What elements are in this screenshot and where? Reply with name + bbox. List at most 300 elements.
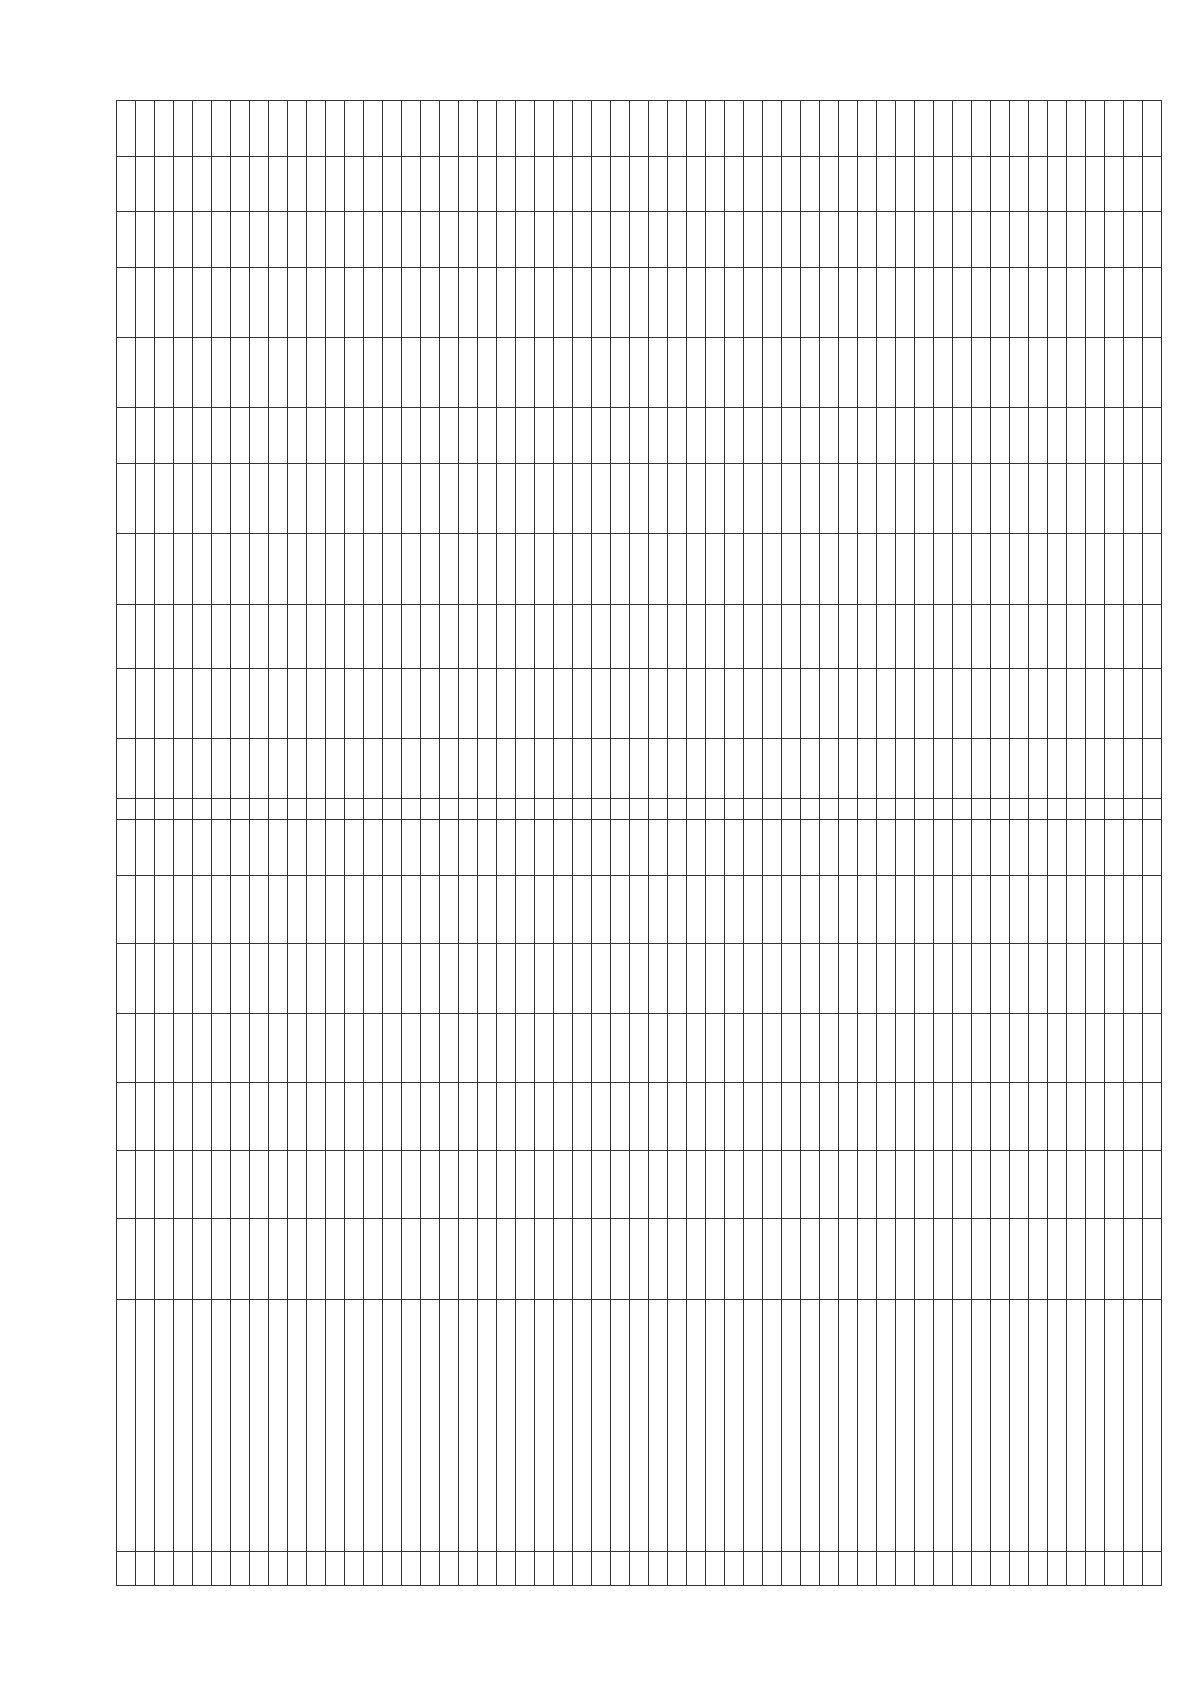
value-cell (288, 798, 307, 819)
value-cell (953, 534, 972, 604)
value-cell (630, 798, 649, 819)
value-cell (782, 408, 801, 463)
value-cell (630, 101, 649, 157)
value-cell (858, 408, 877, 463)
value-cell (136, 1014, 155, 1082)
value-cell (744, 875, 763, 943)
value-cell (972, 943, 991, 1013)
value-cell (687, 820, 706, 875)
value-cell (630, 408, 649, 463)
value-cell (953, 820, 972, 875)
value-cell (573, 668, 592, 738)
value-cell (174, 408, 193, 463)
value-cell (364, 604, 383, 668)
row-number-cell (478, 1551, 497, 1585)
value-cell (1048, 820, 1067, 875)
value-cell (440, 1219, 459, 1300)
value-cell (706, 739, 725, 799)
value-cell (725, 943, 744, 1013)
value-cell (1048, 212, 1067, 267)
value-cell (687, 267, 706, 337)
value-cell (1067, 798, 1086, 819)
value-cell (1143, 212, 1162, 267)
value-cell (1086, 463, 1105, 533)
table-row (915, 101, 934, 1586)
value-cell (1124, 156, 1143, 211)
table-row (744, 101, 763, 1586)
value-cell (896, 1082, 915, 1150)
address-cell (1124, 1300, 1143, 1552)
value-cell (421, 1150, 440, 1218)
value-cell (535, 739, 554, 799)
value-cell (858, 1150, 877, 1218)
value-cell (782, 668, 801, 738)
value-cell (212, 337, 231, 407)
value-cell (478, 267, 497, 337)
address-cell (706, 1300, 725, 1552)
value-cell (592, 1219, 611, 1300)
table-row (554, 101, 573, 1586)
row-number-cell (1086, 1551, 1105, 1585)
value-cell (744, 668, 763, 738)
value-cell (801, 739, 820, 799)
value-cell (345, 668, 364, 738)
value-cell (326, 101, 345, 157)
table-row (288, 101, 307, 1586)
value-cell (592, 604, 611, 668)
value-cell (858, 1219, 877, 1300)
address-cell (782, 1300, 801, 1552)
value-cell (991, 739, 1010, 799)
value-cell (117, 267, 136, 337)
address-cell (801, 1300, 820, 1552)
value-cell (307, 534, 326, 604)
row-number-cell (972, 1551, 991, 1585)
table-row (212, 101, 231, 1586)
value-cell (744, 739, 763, 799)
value-cell (174, 739, 193, 799)
value-cell (782, 156, 801, 211)
value-cell (478, 875, 497, 943)
value-cell (250, 408, 269, 463)
value-cell (668, 739, 687, 799)
value-cell (402, 820, 421, 875)
value-cell (573, 408, 592, 463)
value-cell (516, 739, 535, 799)
value-cell (915, 668, 934, 738)
value-cell (440, 101, 459, 157)
row-number-cell (497, 1551, 516, 1585)
value-cell (877, 798, 896, 819)
value-cell (231, 337, 250, 407)
value-cell (269, 604, 288, 668)
value-cell (934, 534, 953, 604)
value-cell (1143, 820, 1162, 875)
value-cell (801, 1014, 820, 1082)
value-cell (1124, 212, 1143, 267)
value-cell (1124, 463, 1143, 533)
value-cell (364, 875, 383, 943)
value-cell (1048, 1014, 1067, 1082)
value-cell (497, 943, 516, 1013)
row-number-cell (459, 1551, 478, 1585)
table-row (801, 101, 820, 1586)
value-cell (1048, 668, 1067, 738)
value-cell (364, 739, 383, 799)
value-cell (459, 267, 478, 337)
address-cell (668, 1300, 687, 1552)
value-cell (934, 1082, 953, 1150)
value-cell (1086, 820, 1105, 875)
value-cell (497, 739, 516, 799)
value-cell (421, 212, 440, 267)
table-row (573, 101, 592, 1586)
value-cell (402, 101, 421, 157)
value-cell (136, 212, 155, 267)
value-cell (668, 212, 687, 267)
value-cell (763, 463, 782, 533)
value-cell (839, 943, 858, 1013)
value-cell (801, 820, 820, 875)
value-cell (953, 1014, 972, 1082)
value-cell (326, 1082, 345, 1150)
value-cell (630, 337, 649, 407)
value-cell (668, 408, 687, 463)
value-cell (649, 463, 668, 533)
value-cell (231, 820, 250, 875)
value-cell (858, 212, 877, 267)
value-cell (896, 739, 915, 799)
value-cell (592, 1150, 611, 1218)
value-cell (174, 943, 193, 1013)
row-number-cell (896, 1551, 915, 1585)
value-cell (516, 534, 535, 604)
value-cell (801, 875, 820, 943)
value-cell (630, 534, 649, 604)
address-cell (1029, 1300, 1048, 1552)
value-cell (668, 1014, 687, 1082)
address-cell (744, 1300, 763, 1552)
value-cell (554, 156, 573, 211)
value-cell (972, 1150, 991, 1218)
value-cell (630, 1014, 649, 1082)
row-number-cell (915, 1551, 934, 1585)
value-cell (402, 267, 421, 337)
value-cell (1143, 739, 1162, 799)
value-cell (250, 943, 269, 1013)
table-row (953, 101, 972, 1586)
value-cell (269, 668, 288, 738)
value-cell (1143, 668, 1162, 738)
value-cell (1048, 1082, 1067, 1150)
value-cell (934, 408, 953, 463)
value-cell (421, 739, 440, 799)
value-cell (934, 798, 953, 819)
value-cell (402, 798, 421, 819)
value-cell (934, 943, 953, 1013)
row-number-cell (364, 1551, 383, 1585)
value-cell (516, 156, 535, 211)
value-cell (516, 1014, 535, 1082)
value-cell (345, 534, 364, 604)
value-cell (839, 604, 858, 668)
address-cell (896, 1300, 915, 1552)
value-cell (307, 820, 326, 875)
row-number-cell (573, 1551, 592, 1585)
value-cell (877, 463, 896, 533)
value-cell (877, 101, 896, 157)
table-row (820, 101, 839, 1586)
value-cell (706, 1082, 725, 1150)
value-cell (326, 943, 345, 1013)
value-cell (934, 337, 953, 407)
value-cell (193, 212, 212, 267)
value-cell (231, 604, 250, 668)
value-cell (1067, 534, 1086, 604)
value-cell (858, 604, 877, 668)
value-cell (497, 337, 516, 407)
value-cell (155, 668, 174, 738)
value-cell (535, 875, 554, 943)
value-cell (877, 739, 896, 799)
value-cell (744, 101, 763, 157)
value-cell (516, 668, 535, 738)
value-cell (630, 1082, 649, 1150)
value-cell (497, 534, 516, 604)
value-cell (421, 337, 440, 407)
value-cell (155, 1082, 174, 1150)
value-cell (991, 1219, 1010, 1300)
value-cell (459, 820, 478, 875)
value-cell (193, 820, 212, 875)
value-cell (288, 1082, 307, 1150)
value-cell (250, 739, 269, 799)
value-cell (649, 1219, 668, 1300)
value-cell (782, 739, 801, 799)
value-cell (440, 337, 459, 407)
value-cell (896, 337, 915, 407)
value-cell (459, 1150, 478, 1218)
value-cell (687, 739, 706, 799)
value-cell (1048, 1150, 1067, 1218)
address-cell (1048, 1300, 1067, 1552)
value-cell (1010, 534, 1029, 604)
value-cell (934, 156, 953, 211)
value-cell (326, 739, 345, 799)
value-cell (763, 1219, 782, 1300)
value-cell (915, 212, 934, 267)
value-cell (953, 604, 972, 668)
table-row (1086, 101, 1105, 1586)
value-cell (953, 798, 972, 819)
value-cell (193, 337, 212, 407)
value-cell (231, 534, 250, 604)
value-cell (687, 101, 706, 157)
value-cell (668, 337, 687, 407)
value-cell (991, 668, 1010, 738)
value-cell (421, 604, 440, 668)
value-cell (1067, 101, 1086, 157)
value-cell (858, 668, 877, 738)
value-cell (1124, 267, 1143, 337)
value-cell (402, 1219, 421, 1300)
value-cell (915, 943, 934, 1013)
value-cell (383, 156, 402, 211)
value-cell (858, 337, 877, 407)
value-cell (1143, 1219, 1162, 1300)
value-cell (155, 463, 174, 533)
value-cell (421, 668, 440, 738)
value-cell (497, 1150, 516, 1218)
value-cell (744, 1082, 763, 1150)
address-cell (1067, 1300, 1086, 1552)
value-cell (383, 604, 402, 668)
value-cell (991, 875, 1010, 943)
value-cell (440, 408, 459, 463)
value-cell (459, 212, 478, 267)
value-cell (459, 875, 478, 943)
value-cell (1086, 101, 1105, 157)
value-cell (326, 156, 345, 211)
value-cell (288, 943, 307, 1013)
value-cell (136, 534, 155, 604)
value-cell (212, 820, 231, 875)
value-cell (307, 408, 326, 463)
address-cell (877, 1300, 896, 1552)
value-cell (991, 943, 1010, 1013)
table-row (687, 101, 706, 1586)
value-cell (801, 604, 820, 668)
row-number-cell (1143, 1551, 1162, 1585)
value-cell (630, 604, 649, 668)
address-cell (155, 1300, 174, 1552)
value-cell (820, 212, 839, 267)
value-cell (1067, 604, 1086, 668)
value-cell (136, 943, 155, 1013)
value-cell (497, 408, 516, 463)
value-cell (725, 798, 744, 819)
value-cell (573, 1219, 592, 1300)
value-cell (687, 604, 706, 668)
value-cell (896, 943, 915, 1013)
value-cell (250, 1082, 269, 1150)
value-cell (668, 1219, 687, 1300)
table-row (972, 101, 991, 1586)
value-cell (611, 1014, 630, 1082)
row-number-cell (421, 1551, 440, 1585)
value-cell (231, 668, 250, 738)
value-cell (782, 1014, 801, 1082)
table-row (1010, 101, 1029, 1586)
value-cell (212, 408, 231, 463)
value-cell (1086, 1082, 1105, 1150)
value-cell (1086, 156, 1105, 211)
value-cell (839, 267, 858, 337)
row-number-cell (174, 1551, 193, 1585)
value-cell (592, 820, 611, 875)
value-cell (744, 798, 763, 819)
value-cell (1067, 408, 1086, 463)
value-cell (820, 337, 839, 407)
value-cell (592, 1014, 611, 1082)
value-cell (915, 875, 934, 943)
value-cell (991, 1014, 1010, 1082)
value-cell (877, 875, 896, 943)
value-cell (1010, 463, 1029, 533)
value-cell (117, 408, 136, 463)
address-cell (478, 1300, 497, 1552)
value-cell (516, 1082, 535, 1150)
value-cell (193, 739, 212, 799)
value-cell (383, 875, 402, 943)
value-cell (1124, 668, 1143, 738)
value-cell (972, 463, 991, 533)
value-cell (497, 1082, 516, 1150)
value-cell (782, 1082, 801, 1150)
value-cell (687, 212, 706, 267)
value-cell (516, 943, 535, 1013)
value-cell (972, 739, 991, 799)
value-cell (345, 156, 364, 211)
value-cell (972, 408, 991, 463)
address-cell (972, 1300, 991, 1552)
value-cell (706, 534, 725, 604)
value-cell (725, 1014, 744, 1082)
value-cell (231, 1014, 250, 1082)
value-cell (668, 1150, 687, 1218)
value-cell (915, 156, 934, 211)
value-cell (592, 668, 611, 738)
value-cell (1067, 156, 1086, 211)
value-cell (288, 875, 307, 943)
value-cell (839, 1082, 858, 1150)
value-cell (839, 212, 858, 267)
value-cell (212, 463, 231, 533)
table-row (763, 101, 782, 1586)
address-cell (592, 1300, 611, 1552)
row-number-cell (991, 1551, 1010, 1585)
value-cell (421, 820, 440, 875)
value-cell (592, 463, 611, 533)
value-cell (193, 408, 212, 463)
value-cell (288, 668, 307, 738)
value-cell (1029, 408, 1048, 463)
value-cell (554, 267, 573, 337)
value-cell (364, 463, 383, 533)
value-cell (611, 408, 630, 463)
address-cell (934, 1300, 953, 1552)
address-cell (364, 1300, 383, 1552)
value-cell (497, 1014, 516, 1082)
value-cell (858, 101, 877, 157)
value-cell (744, 820, 763, 875)
value-cell (497, 267, 516, 337)
value-cell (269, 267, 288, 337)
table-row (440, 101, 459, 1586)
value-cell (288, 1014, 307, 1082)
value-cell (915, 101, 934, 157)
value-cell (1105, 739, 1124, 799)
value-cell (915, 534, 934, 604)
value-cell (307, 267, 326, 337)
value-cell (307, 739, 326, 799)
value-cell (725, 101, 744, 157)
value-cell (801, 798, 820, 819)
row-number-cell (744, 1551, 763, 1585)
value-cell (421, 943, 440, 1013)
value-cell (573, 798, 592, 819)
value-cell (801, 337, 820, 407)
